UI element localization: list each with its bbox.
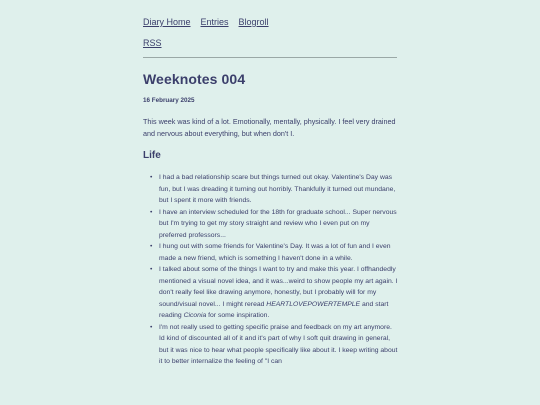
list-item-text — [159, 266, 397, 319]
list-item-text: I'm not really used to getting specific praise and feedback on my art anymore. Id kind of discounted all of it and it's part of why I soft quit drawing in general, but it was nice to hear what people specifically like about it. I keep writing about it to better internalize the feeling of "I can — [159, 323, 398, 365]
list-item — [150, 322, 398, 368]
list-item — [150, 207, 398, 242]
bullet-icon: • — [150, 174, 153, 181]
post-intro: This week was kind of a lot. Emotionally, mentally, physically. I feel very drained and nervous about everything, but when don't I. — [143, 117, 396, 138]
nav-link-blogroll[interactable]: Blogroll — [238, 17, 269, 27]
site-nav — [143, 16, 398, 58]
bullet-icon: • — [150, 208, 153, 216]
book-title-heartlovepowertemple: HEARTLOVEPOWERTEMPLE — [266, 300, 361, 308]
bullet-icon: • — [150, 266, 153, 273]
post-title: Weeknotes 004 — [143, 71, 246, 87]
list-item-text-part: I talked about some of the things I want to try and make this year. I offhandedly mentioned a visual novel idea, and it was...weird to show people my art again. I don't really feel like drawing anymore, honestly, but I probably will for my sound/visual novel... I might reread — [159, 266, 398, 308]
section-heading-life: Life — [143, 150, 161, 161]
book-title-ciconia: Ciconia — [183, 312, 207, 319]
nav-link-entries[interactable]: Entries — [200, 17, 229, 27]
nav-link-rss[interactable]: RSS — [143, 38, 162, 48]
list-item — [150, 241, 398, 264]
life-list — [143, 172, 398, 368]
list-item — [150, 172, 398, 207]
list-item-text: I had a bad relationship scare but things turned out okay. Valentine's Day was fun, but I was dreading it turning out horribly. Thankfully it turned out mundane, but I spent it more with friends. — [159, 174, 396, 204]
nav-row-secondary — [143, 37, 398, 50]
nav-link-diary-home[interactable]: Diary Home — [143, 17, 191, 27]
nav-row-primary — [143, 16, 398, 29]
list-item-text-part: for some inspiration. — [206, 312, 270, 319]
list-item — [150, 264, 398, 322]
bullet-icon: • — [150, 243, 153, 250]
list-item-text: I have an interview scheduled for the 18th for graduate school... Super nervous but I'm trying to get my story straight and review who I even put on my preferred professors... — [159, 208, 397, 239]
list-item-text-part: and start reading — [159, 300, 389, 319]
post-date: 16 February 2025 — [143, 97, 195, 104]
list-item-text: I hung out with some friends for Valentine's Day. It was a lot of fun and I even made a new friend, which is something I haven't done in a while. — [159, 243, 391, 262]
header-divider — [143, 57, 397, 58]
bullet-icon: • — [150, 323, 153, 331]
